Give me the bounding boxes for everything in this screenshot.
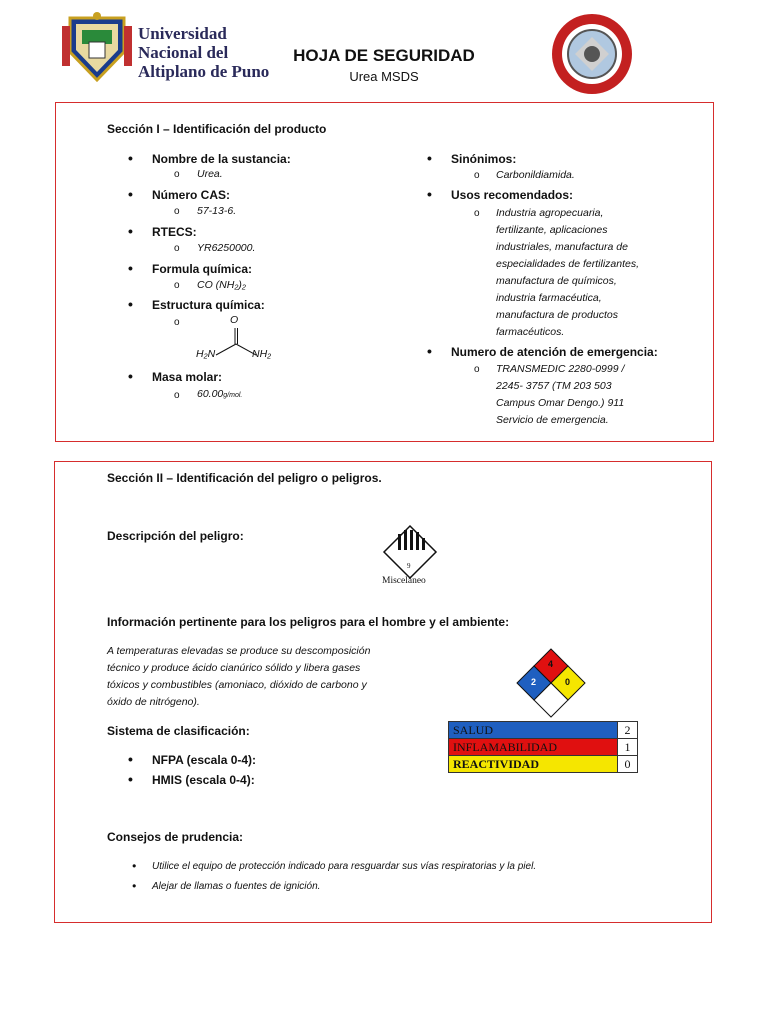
- sub-marker: o: [174, 390, 180, 401]
- section-2-title: Sección II – Identificación del peligro o peligros.: [107, 471, 382, 485]
- emergencia-line: Campus Omar Dengo.) 911: [496, 397, 625, 409]
- descripcion-label: Descripción del peligro:: [107, 529, 244, 543]
- nfpa-label: • NFPA (escala 0-4):: [152, 753, 256, 767]
- usos-line: especialidades de fertilizantes,: [496, 258, 640, 270]
- hmis-table: [448, 721, 638, 773]
- info-line: óxido de nitrógeno).: [107, 696, 200, 708]
- hmis-label: SALUD: [449, 722, 618, 739]
- usos-value: [496, 205, 706, 341]
- nfpa-reactivity-value: 0: [565, 677, 571, 687]
- formula-label: • Formula química:: [152, 262, 252, 276]
- sub-marker: o: [174, 169, 180, 180]
- sinonimos-value: Carbonildiamida.: [496, 169, 575, 181]
- masa-label: • Masa molar:: [152, 370, 222, 384]
- nombre-label: • Nombre de la sustancia:: [152, 152, 291, 166]
- emergencia-line: 2245- 3757 (TM 203 503: [496, 380, 612, 392]
- cas-value: 57-13-6.: [197, 205, 237, 217]
- hmis-row-reactividad: [449, 756, 638, 773]
- nfpa-health-value: 2: [531, 677, 537, 687]
- usos-label: • Usos recomendados:: [451, 188, 573, 202]
- hmis-value: 2: [618, 722, 638, 739]
- university-name-line1: Universidad: [138, 24, 227, 43]
- faculty-seal-logo: [550, 12, 634, 96]
- university-name-line3: Altiplano de Puno: [138, 62, 270, 81]
- emergencia-line: Servicio de emergencia.: [496, 414, 609, 426]
- document-title: HOJA DE SEGURIDAD: [293, 46, 475, 65]
- rtecs-value: YR6250000.: [197, 242, 256, 254]
- hmis-row-inflamabilidad: [449, 739, 638, 756]
- nfpa-diamond: [516, 648, 586, 720]
- usos-line: manufactura de químicos,: [496, 275, 617, 287]
- info-paragraph: [107, 643, 407, 711]
- sistema-label: Sistema de clasificación:: [107, 724, 250, 738]
- info-line: A temperaturas elevadas se produce su descomposición: [107, 645, 371, 657]
- hmis-label: INFLAMABILIDAD: [449, 739, 618, 756]
- hmis-value: 0: [618, 756, 638, 773]
- hmis-label: REACTIVIDAD: [449, 756, 618, 773]
- usos-line: manufactura de productos: [496, 309, 618, 321]
- hmis-value: 1: [618, 739, 638, 756]
- sub-marker: o: [474, 170, 480, 181]
- structure-oxygen: O: [230, 314, 239, 326]
- nfpa-flammability-value: 4: [548, 659, 554, 669]
- hazard-class-caption: Misceláneo: [382, 576, 426, 586]
- masa-value: [197, 386, 242, 404]
- sub-marker: o: [174, 317, 180, 328]
- sub-marker: o: [474, 364, 480, 375]
- usos-line: fertilizante, aplicaciones: [496, 224, 608, 236]
- structure-h2n: H₂N: [196, 348, 216, 360]
- sub-marker: o: [174, 206, 180, 217]
- hmis-row-salud: [449, 722, 638, 739]
- estructura-label: • Estructura química:: [152, 298, 265, 312]
- info-label: Información pertinente para los peligros para el hombre y el ambiente:: [107, 615, 510, 629]
- emergencia-line: TRANSMEDIC 2280-0999 /: [496, 363, 625, 375]
- document-subtitle: Urea MSDS: [349, 69, 419, 84]
- masa-number: 60.00: [197, 388, 224, 400]
- nombre-value: Urea.: [197, 168, 223, 180]
- info-line: técnico y produce ácido cianúrico sólido y libera gases: [107, 662, 361, 674]
- formula-value: CO (NH₂)₂: [197, 279, 246, 291]
- usos-line: industria farmacéutica,: [496, 292, 602, 304]
- rtecs-label: • RTECS:: [152, 225, 197, 239]
- structure-nh2: NH₂: [252, 348, 272, 360]
- consejo-item: • Utilice el equipo de protección indicado para resguardar sus vías respiratorias y la piel.: [152, 858, 536, 875]
- usos-line: industriales, manufactura de: [496, 241, 628, 253]
- emergencia-label: • Numero de atención de emergencia:: [451, 345, 658, 359]
- sinonimos-label: • Sinónimos:: [451, 152, 516, 166]
- usos-line: farmacéuticos.: [496, 326, 565, 338]
- university-name-line2: Nacional del: [138, 43, 229, 62]
- consejos-label: Consejos de prudencia:: [107, 830, 244, 844]
- masa-unit: g/mol.: [223, 392, 243, 399]
- consejo-item: • Alejar de llamas o fuentes de ignición.: [152, 878, 320, 895]
- section-1-title: Sección I – Identificación del producto: [107, 122, 327, 136]
- usos-line: Industria agropecuaria,: [496, 207, 604, 219]
- sub-marker: o: [174, 243, 180, 254]
- info-line: tóxicos y combustibles (amoniaco, dióxido de carbono y: [107, 679, 367, 691]
- hmis-label-item: • HMIS (escala 0-4):: [152, 773, 255, 787]
- urea-structure-diagram: [190, 312, 280, 366]
- university-logo: [62, 12, 132, 84]
- university-name: [138, 24, 269, 81]
- cas-label: • Número CAS:: [152, 188, 230, 202]
- hazard-class-number: 9: [407, 562, 411, 570]
- emergencia-value: [496, 361, 706, 429]
- sub-marker: o: [474, 208, 480, 219]
- sub-marker: o: [174, 280, 180, 291]
